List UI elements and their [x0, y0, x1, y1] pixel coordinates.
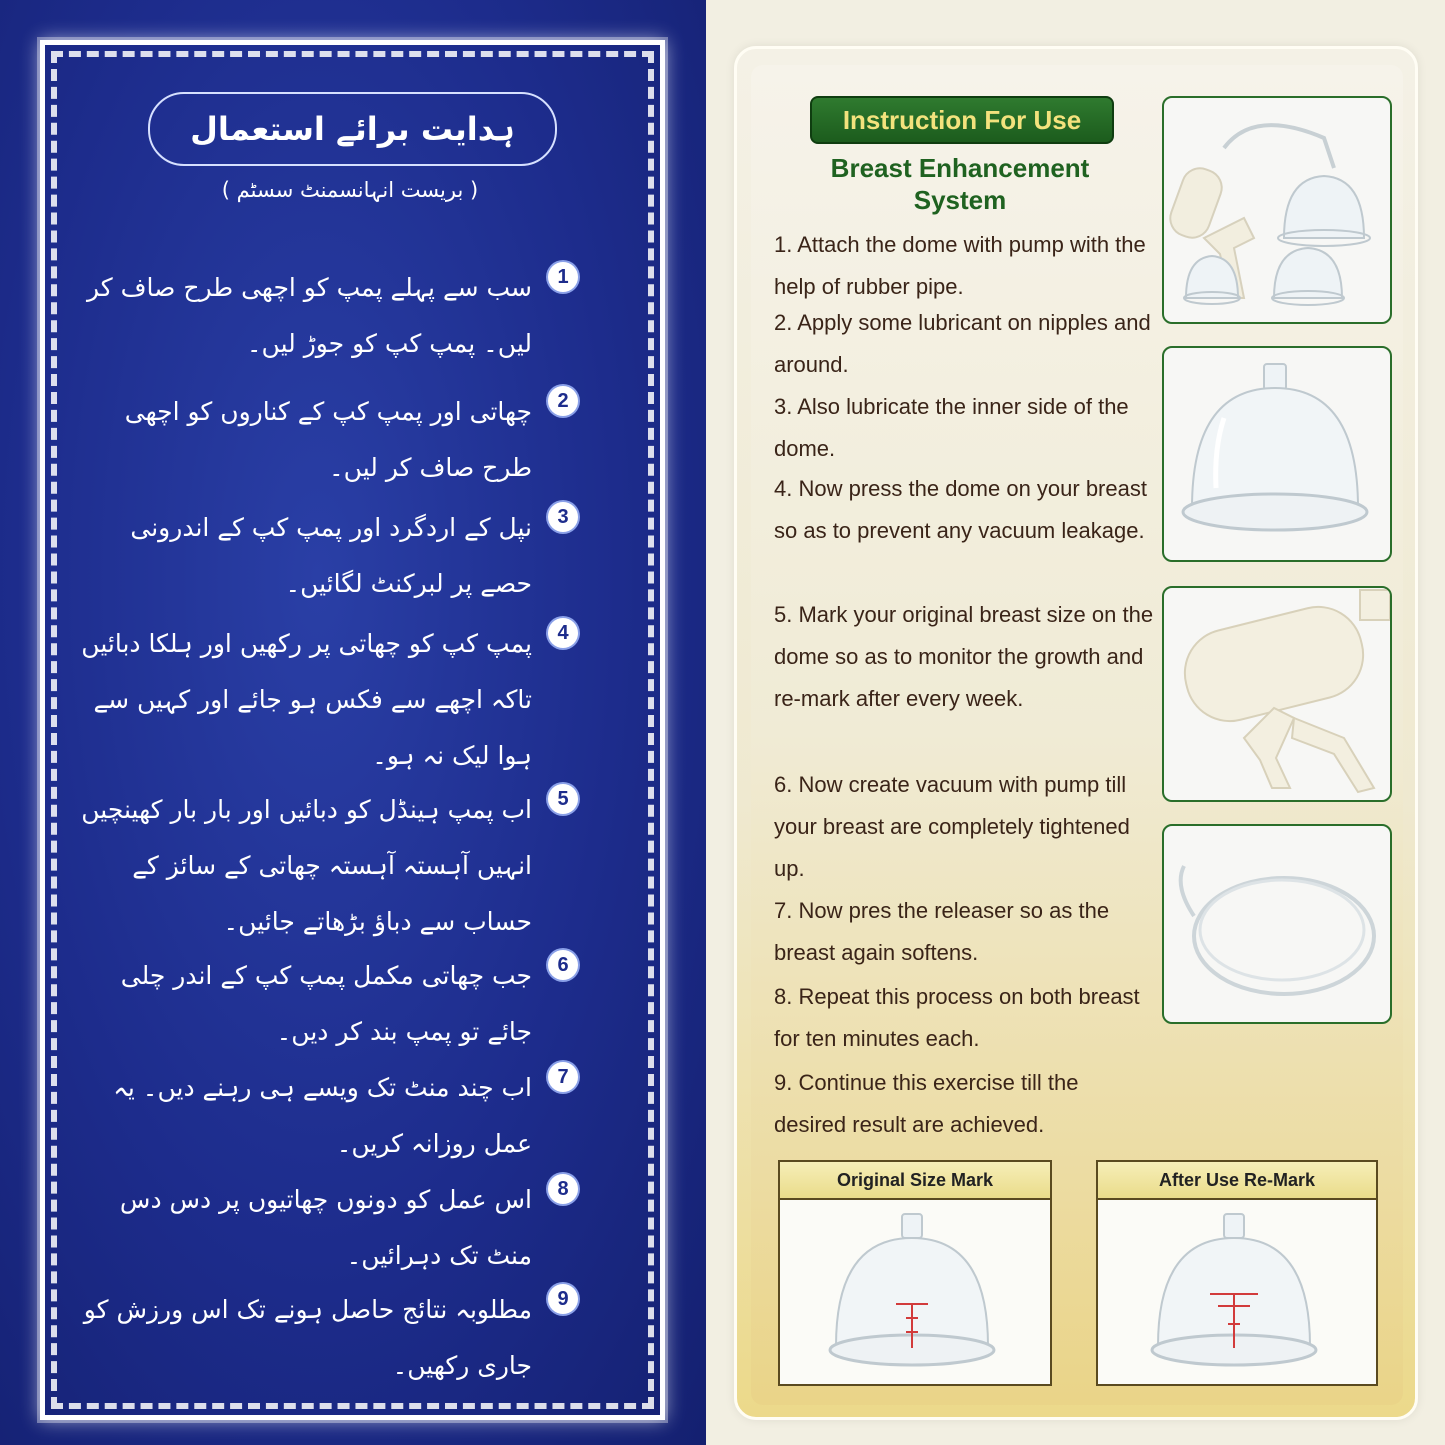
urdu-instructions-panel — [0, 0, 706, 1445]
urdu-title: ہدایت برائے استعمال — [148, 92, 557, 166]
urdu-step-3 — [78, 500, 578, 612]
step-number-badge: 3 — [548, 502, 578, 532]
urdu-step-4 — [78, 616, 578, 784]
step-number-badge: 1 — [548, 262, 578, 292]
urdu-step-text: اب چند منٹ تک ویسے ہی رہنے دیں۔ یہ عمل روزانہ کریں۔ — [113, 1073, 532, 1158]
urdu-step-2 — [78, 384, 578, 496]
step-number-badge: 9 — [548, 1284, 578, 1314]
english-step-6: 6. Now create vacuum with pump till your breast are completely tightened up. — [774, 772, 1130, 881]
english-step-3: 3. Also lubricate the inner side of the dome. — [774, 394, 1129, 461]
urdu-step-text: سب سے پہلے پمپ کو اچھی طرح صاف کر لیں۔ پمپ کپ کو جوڑ لیں۔ — [86, 273, 532, 358]
urdu-step-7 — [78, 1060, 578, 1172]
english-step-9: 9. Continue this exercise till the desired result are achieved. — [774, 1070, 1079, 1137]
original-size-mark-label: Original Size Mark — [780, 1162, 1050, 1200]
english-step-7: 7. Now pres the releaser so as the breast again softens. — [774, 898, 1110, 965]
english-step-8: 8. Repeat this process on both breast for ten minutes each. — [774, 984, 1140, 1051]
after-use-remark-box — [1096, 1160, 1378, 1386]
urdu-step-1 — [78, 260, 578, 372]
remarked-dome-image — [1098, 1200, 1372, 1382]
urdu-step-text: مطلوبہ نتائج حاصل ہونے تک اس ورزش کو جاری رکھیں۔ — [83, 1295, 532, 1380]
urdu-step-text: چھاتی اور پمپ کپ کے کناروں کو اچھی طرح صاف کر لیں۔ — [124, 397, 532, 482]
step-number-badge: 8 — [548, 1174, 578, 1204]
urdu-step-text: نپل کے اردگرد اور پمپ کپ کے اندرونی حصے پر لبرکنٹ لگائیں۔ — [130, 513, 532, 598]
urdu-step-text: اب پمپ ہینڈل کو دبائیں اور بار بار کھینچیں انہیں آہستہ آہستہ چھاتی کے سائز کے حساب سے دباؤ بڑھاتے جائیں۔ — [81, 795, 532, 936]
step-number-badge: 2 — [548, 386, 578, 416]
urdu-step-6 — [78, 948, 578, 1060]
original-size-mark-box — [778, 1160, 1052, 1386]
step-number-badge: 6 — [548, 950, 578, 980]
dome-cup-photo — [1162, 346, 1392, 562]
urdu-step-text: جب چھاتی مکمل پمپ کپ کے اندر چلی جائے تو پمپ بند کر دیں۔ — [120, 961, 532, 1046]
pump-kit-photo — [1162, 96, 1392, 324]
pump-handle-photo — [1162, 586, 1392, 802]
urdu-step-9 — [78, 1282, 578, 1394]
step-number-badge: 7 — [548, 1062, 578, 1092]
english-step-2: 2. Apply some lubricant on nipples and around. — [774, 310, 1151, 377]
urdu-step-text: اس عمل کو دونوں چھاتیوں پر دس دس منٹ تک دہرائیں۔ — [119, 1185, 532, 1270]
product-subtitle: Breast Enhancement System — [830, 153, 1090, 215]
rubber-pipe-photo — [1162, 824, 1392, 1024]
english-step-5: 5. Mark your original breast size on the dome so as to monitor the growth and re-mark after every week. — [774, 602, 1154, 711]
urdu-step-8 — [78, 1172, 578, 1284]
urdu-step-5 — [78, 782, 578, 950]
instruction-title: Instruction For Use — [810, 96, 1114, 144]
urdu-subtitle: ( بریست انہانسمنٹ سسٹم ) — [221, 178, 479, 202]
after-use-remark-label: After Use Re-Mark — [1098, 1162, 1376, 1200]
english-instructions-panel — [706, 0, 1445, 1445]
urdu-step-text: پمپ کپ کو چھاتی پر رکھیں اور ہلکا دبائیں تاکہ اچھے سے فکس ہو جائے اور کہیں سے ہوا لیک نہ ہو۔ — [81, 629, 532, 770]
english-step-1: 1. Attach the dome with pump with the help of rubber pipe. — [774, 232, 1146, 299]
marked-dome-image — [780, 1200, 1046, 1382]
english-step-4: 4. Now press the dome on your breast so as to prevent any vacuum leakage. — [774, 476, 1147, 543]
step-number-badge: 5 — [548, 784, 578, 814]
step-number-badge: 4 — [548, 618, 578, 648]
